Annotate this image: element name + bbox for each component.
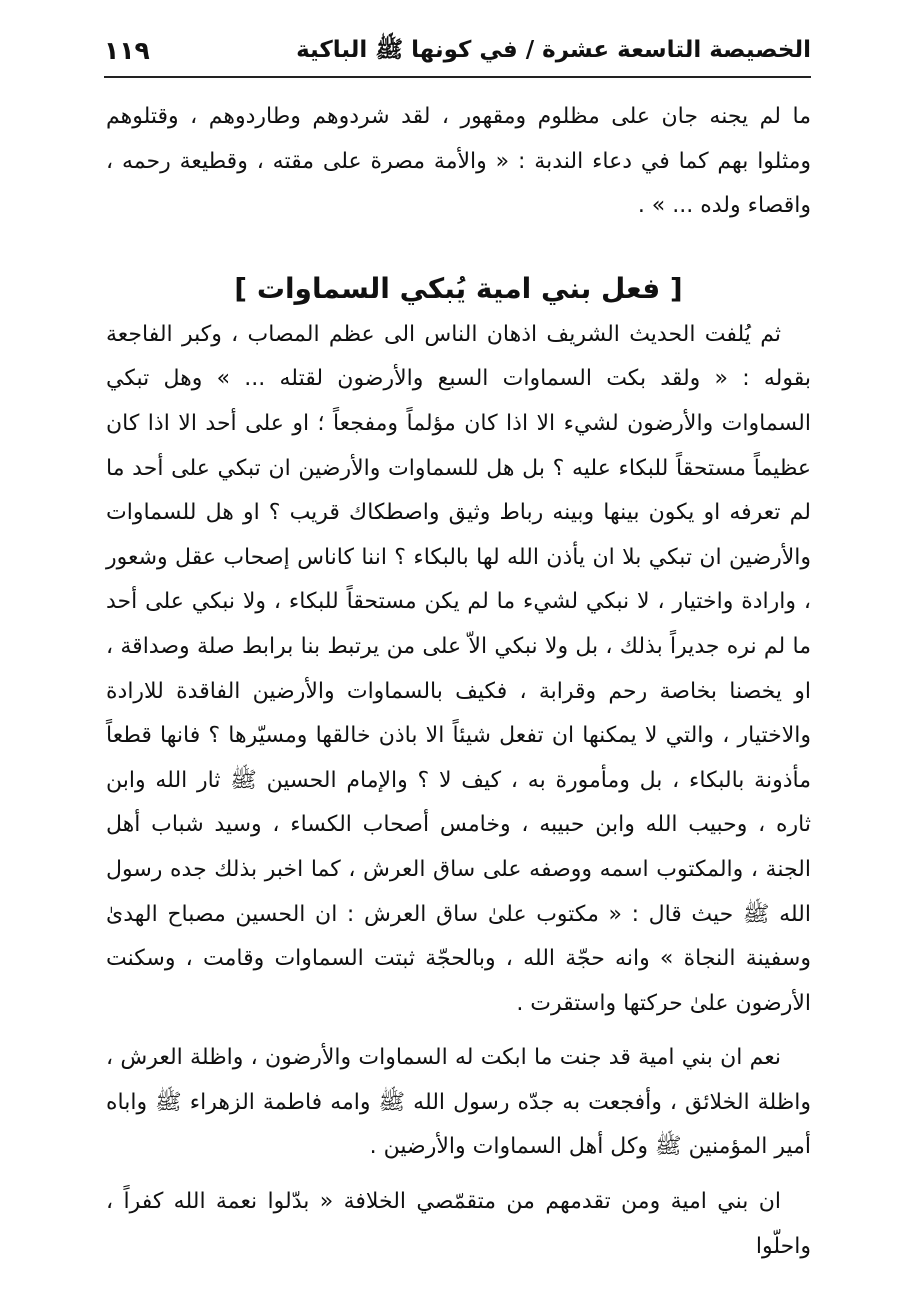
section-heading: [ فعل بني امية يُبكي السماوات ]	[234, 271, 683, 305]
intro-paragraph: ما لم يجنه جان على مظلوم ومقهور ، لقد شردوهم وطاردوهم ، وقتلوهم ومثلوا بهم كما في دعاء الندبة : « والأمة مصرة على مقته ، وقطيعة رحمه ، واقصاء ولده ... » .	[106, 104, 811, 219]
running-title: الخصيصة التاسعة عشرة / في كونها ﷺ الباكية	[296, 36, 811, 63]
body-paragraph-1: ثم يُلفت الحديث الشريف اذهان الناس الى عظم المصاب ، وكبر الفاجعة بقوله : « ولقد بكت السماوات السبع والأرضون لقتله ... » وهل تبكي السماوات والأرضون لشيء الا اذا كان مؤلماً ومفجعاً ؛ او على أحد الا اذا كان عظيماً مستحقاً للبكاء عليه ؟ بل هل للسماوات والأرضين ان تبكي على أحد ما لم تعرفه او يكون بينها وبينه رباط وثيق واصطكاك قريب ؟ او هل للسماوات والأرضين ان تبكي بلا ان يأذن الله لها بالبكاء ؟ اننا كاناس إصحاب عقل وشعور ، وارادة واختيار ، لا نبكي لشيء ما لم يكن مستحقاً للبكاء ، ولا نبكي على أحد ما لم نره جديراً بذلك ، بل ولا نبكي الاّ على من يرتبط بنا برابط صلة وصداقة ، او يخصنا بخاصة رحم وقرابة ، فكيف بالسماوات والأرضين الفاقدة للارادة والاختيار ، والتي لا يمكنها ان تفعل شيئاً الا باذن خالقها ومسيّرها ؟ فانها قطعاً مأذونة بالبكاء ، بل ومأمورة به ، كيف لا ؟ والإمام الحسين ﷺ ثار الله وابن ثاره ، وحبيب الله وابن حبيبه ، وخامس أصحاب الكساء ، وسيد شباب أهل الجنة ، والمكتوب اسمه ووصفه على ساق العرش ، كما اخبر بذلك جده رسول الله ﷺ حيث قال : « مكتوب علىٰ ساق العرش : ان الحسين مصباح الهدىٰ وسفينة النجاة » وانه حجّة الله ، وبالحجّة ثبتت السماوات وقامت ، وسكنت الأرضون علىٰ حركتها واستقرت .	[106, 321, 811, 1016]
body-paragraph-2: نعم ان بني امية قد جنت ما ابكت له السماوات والأرضون ، واظلة العرش ، واظلة الخلائق ، وأفجعت به جدّه رسول الله ﷺ وامه فاطمة الزهراء ﷺ واباه أمير المؤمنين ﷺ وكل أهل السماوات والأرضين .	[106, 1045, 811, 1160]
page-body	[106, 95, 811, 1269]
body-paragraph-3: ان بني امية ومن تقدمهم من متقمّصي الخلافة « بدّلوا نعمة الله كفراً ، واحلّوا	[106, 1189, 811, 1259]
header-rule	[104, 76, 811, 78]
page-number: ١١٩	[104, 35, 150, 65]
page-header	[104, 30, 811, 70]
